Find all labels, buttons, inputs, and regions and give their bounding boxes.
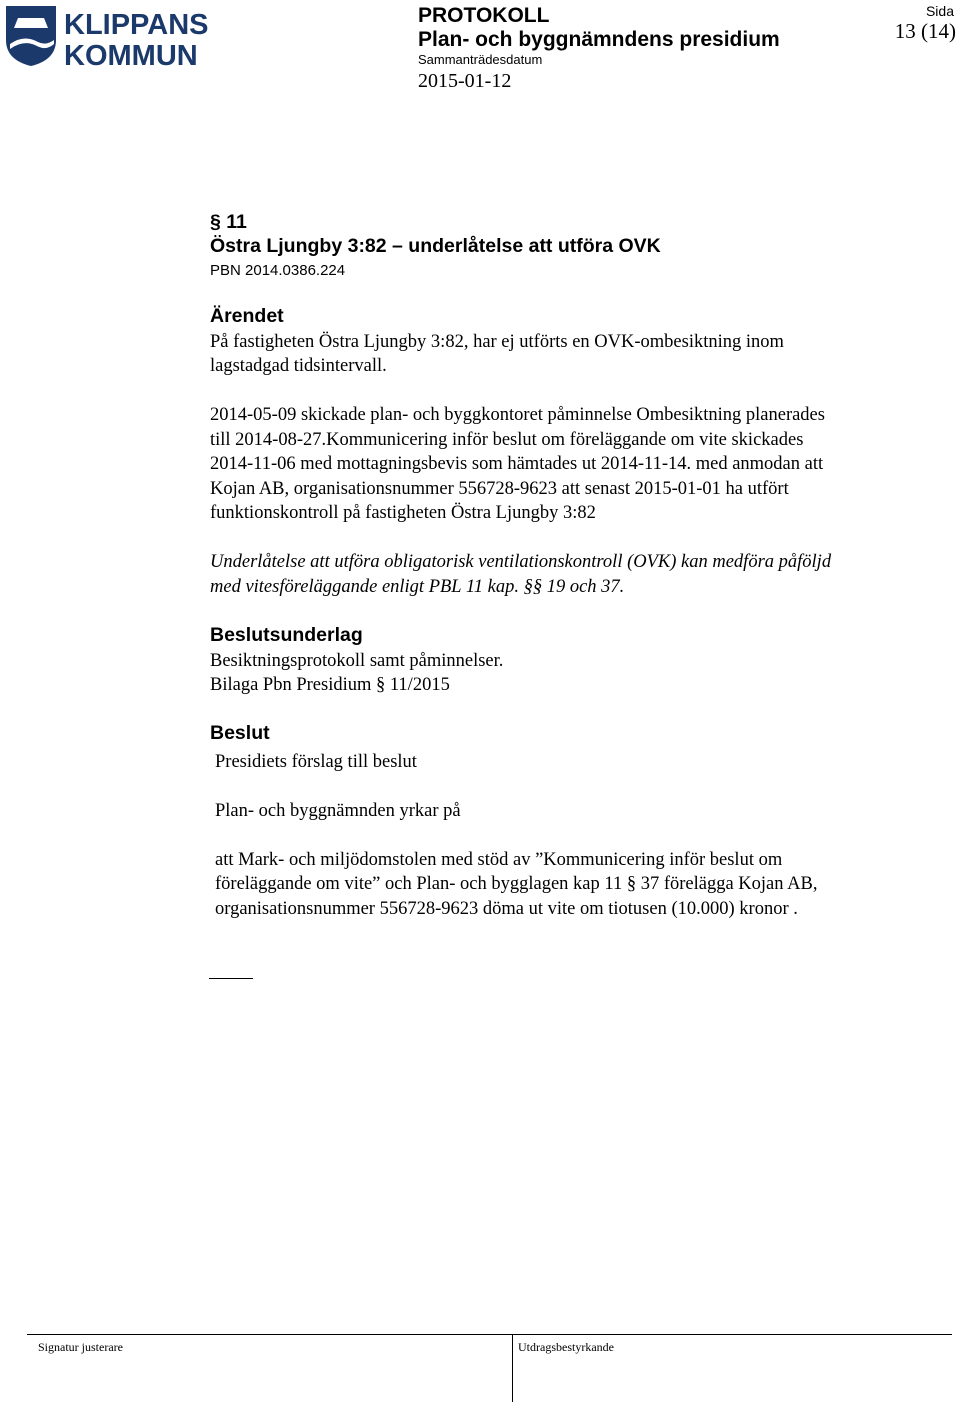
logo-text-line2: KOMMUN [64,40,198,68]
meeting-date: 2015-01-12 [418,70,512,92]
logo-text-line1: KLIPPANS [64,9,209,41]
section-title: Östra Ljungby 3:82 – underlåtelse att utföra OVK [210,235,661,257]
ovk-notice-line1: Underlåtelse att utföra obligatorisk ventilationskontroll (OVK) kan medföra påföljd [210,552,832,572]
klippan-crest-icon [4,4,224,68]
meeting-date-label: Sammanträdesdatum [418,52,543,67]
heading-beslut: Beslut [210,722,270,744]
footer-divider [27,1334,952,1335]
section-number: § 11 [210,211,247,233]
ovk-notice-line2: med vitesföreläggande enligt PBL 11 kap. §§ 19 och 37. [210,577,625,597]
footer-extract-label: Utdragsbestyrkande [518,1340,614,1354]
beslut-claim: Plan- och byggnämnden yrkar på [215,801,461,821]
case-reference: PBN 2014.0386.224 [210,262,346,279]
end-rule [209,978,253,979]
footer-column-divider [512,1334,513,1402]
arendet-p1-line2: lagstadgad tidsintervall. [210,356,387,376]
beslut-att-line2: föreläggande om vite” och Plan- och bygglagen kap 11 § 37 förelägga Kojan AB, [215,874,818,894]
arendet-p2-line5: funktionskontroll på fastigheten Östra Ljungby 3:82 [210,503,596,523]
beslut-proposal: Presidiets förslag till beslut [215,752,417,772]
footer-signature-label: Signatur justerare [38,1340,123,1354]
underlag-line1: Besiktningsprotokoll samt påminnelser. [210,651,504,671]
committee-name: Plan- och byggnämndens presidium [418,28,780,51]
heading-arendet: Ärendet [210,305,284,327]
heading-beslutsunderlag: Beslutsunderlag [210,624,363,646]
arendet-p2-line4: Kojan AB, organisationsnummer 556728-9623 att senast 2015-01-01 ha utfört [210,479,789,499]
arendet-p1-line1: På fastigheten Östra Ljungby 3:82, har ej utförts en OVK-ombesiktning inom [210,332,784,352]
document-type: PROTOKOLL [418,4,550,27]
arendet-p2-line1: 2014-05-09 skickade plan- och byggkontoret påminnelse Ombesiktning planerades [210,405,825,425]
arendet-p2-line3: 2014-11-06 med mottagningsbevis som hämtades ut 2014-11-14. med anmodan att [210,454,824,474]
underlag-line2: Bilaga Pbn Presidium § 11/2015 [210,675,450,695]
page-label: Sida [925,3,954,19]
beslut-att-line1: att Mark- och miljödomstolen med stöd av ”Kommunicering inför beslut om [215,850,783,870]
municipality-logo [4,4,224,68]
page-number: 13 (14) [894,19,956,43]
arendet-p2-line2: till 2014-08-27.Kommunicering inför beslut om föreläggande om vite skickades [210,430,804,450]
beslut-att-line3: organisationsnummer 556728-9623 döma ut vite om tiotusen (10.000) kronor . [215,899,798,919]
